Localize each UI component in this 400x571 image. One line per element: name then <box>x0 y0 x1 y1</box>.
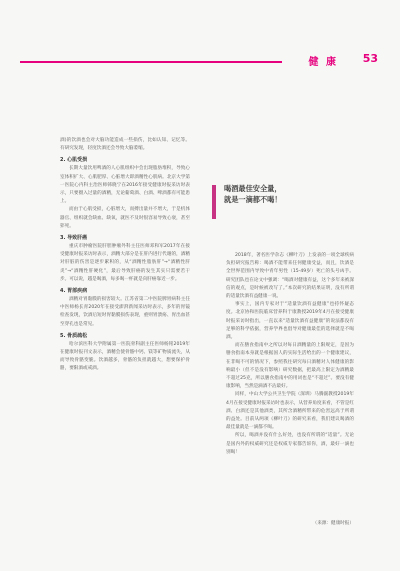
paragraph: 2018年，著名医学杂志《柳叶刀》上发表的一项全球疾病负担研究报告称：喝酒不能带来任何健康受益，而且，饮酒是全世界范围内导致中青年男性（15-49岁）死亡的头号凶手。研究团队也在论文中强调：“喝酒对健康有益，这个多年来被深信的观点，是时候被改写了。”本次研究的结果证明，没有所谓的适量饮酒有益健康一说。 <box>226 253 354 300</box>
paragraph: 重庆市肿瘤医院肝胆肿瘤外科主任医师邓和军2017年在接受健康时报采访时表示，酒精大部分是在肝内进行代谢的，酒精对肝脏的伤害是逐步累积的，从“酒精性脂肪肝”→“酒精性肝炎”→“酒精性肝硬化”，最后导致肝癌的发生其实只需要若干步。可以说，越是喝酒，每多喝一杯就是向肝癌靠近一步。 <box>60 244 190 282</box>
paragraph: 事实上，国内专家对于“适量饮酒有益健康”也持怀疑态度。北京协和医院临床营养科于康教授2019年4月在接受健康时报采访时指出，一直以来“适量饮酒有益健康”的说法都没有足够的科学依据，营养学界也倡导对健康最佳的选择就是不喝酒。 <box>226 302 354 341</box>
paragraph: 酒)的饮酒也会对大脑功能造成一些损伤，比如认知、记忆等。有研究发现，轻度饮酒还会导致大脑萎缩。 <box>60 138 190 152</box>
paragraph: 而在膳食指南中之所以对每日酒精量的上限规定，是因为膳食指南本身就是根据国人的实际生活给出的一个健康建议，在非喝不可的情况下，参照我往研究每日酒精对人体健康的影响最小（但不是没有影响）研究数据，把最高上限定为酒精最不超过25克，所以膳食指南中的用词也是“不超过”。要没有健康影响，当然是滴酒不沾最好。 <box>226 343 354 390</box>
section-heading: 5. 骨质疏松 <box>60 332 88 339</box>
header-rule <box>20 61 282 63</box>
paragraph: 酒精对胃黏膜的损害较大。江苏省第二中医院脾胃病科主任中医师杨长青2020年在接受澎湃新闻采访时表示，多年的胃镜检查发现，饮酒后短时胃黏膜损伤表现，重则胃溃疡、胃出血甚至穿孔也是常见。 <box>60 297 190 327</box>
quote-text <box>224 183 282 205</box>
section-heading: 2. 心肌受损 <box>60 157 88 164</box>
paragraph: 而由于心肌受损，心脏增大，而搏出量并不增大，于是机体器官、组织就会缺血、缺氧，就医不及时很容易导致心衰，甚至猝死。 <box>60 207 190 229</box>
pull-quote <box>212 183 358 233</box>
right-column <box>226 252 354 457</box>
paragraph: 哈尔滨医科大学附属第一医院骨科副主任医师杨铭2019年在健康时报刊文表示，酒精会使骨骼中钙、镁等矿物质流失，从而导致骨骼变脆。饮酒越多，骨骼的负担就越大，想要保护骨骼，要限酒或戒酒。 <box>60 341 190 372</box>
quote-line-1: 喝酒最佳安全量， <box>224 184 282 193</box>
paragraph: 长期大量饮用啤酒的人心肌组织中会出现脂肪堆积，导致心室体积扩大、心肌肥厚、心脏增大即酒精性心肌病。北京大学第一医院心内科主治医师韩晓宁在2016年接受健康时报采访时表示，只要摄入过量的酒精，无论葡萄酒、白酒、啤酒都有可能患上。 <box>60 166 190 205</box>
paragraph: 所以，喝酒并没有什么好处，也没有所谓的“适量”。无论是国内外的权威研究还是权威专家都告诉你，酒，最好一滴也别喝！ <box>226 433 354 455</box>
section-heading: 3. 导致肝癌 <box>60 235 88 242</box>
page-header <box>0 0 400 80</box>
source-signature: （来源：健康时报） <box>312 521 354 526</box>
section-title: 健 康 <box>308 57 338 68</box>
quote-line-2: 就是一滴都不喝！ <box>224 195 282 204</box>
section-heading: 4. 胃部疾病 <box>60 288 88 295</box>
page-number: 53 <box>362 52 378 65</box>
quote-bar <box>212 185 216 219</box>
paragraph: 同样，中山大学公共卫生学院（深圳）马腾副教授2019年4月在接受健康时报采访时也表示，从营养角度来看，不管是红酒、白酒还是其他酒类，其所含酒精所带来的危害远高于所谓的益处。目前从两项《柳叶刀》的研究来看，我们建议喝酒的最佳量就是一滴都不喝。 <box>226 392 354 431</box>
left-column <box>60 137 190 374</box>
